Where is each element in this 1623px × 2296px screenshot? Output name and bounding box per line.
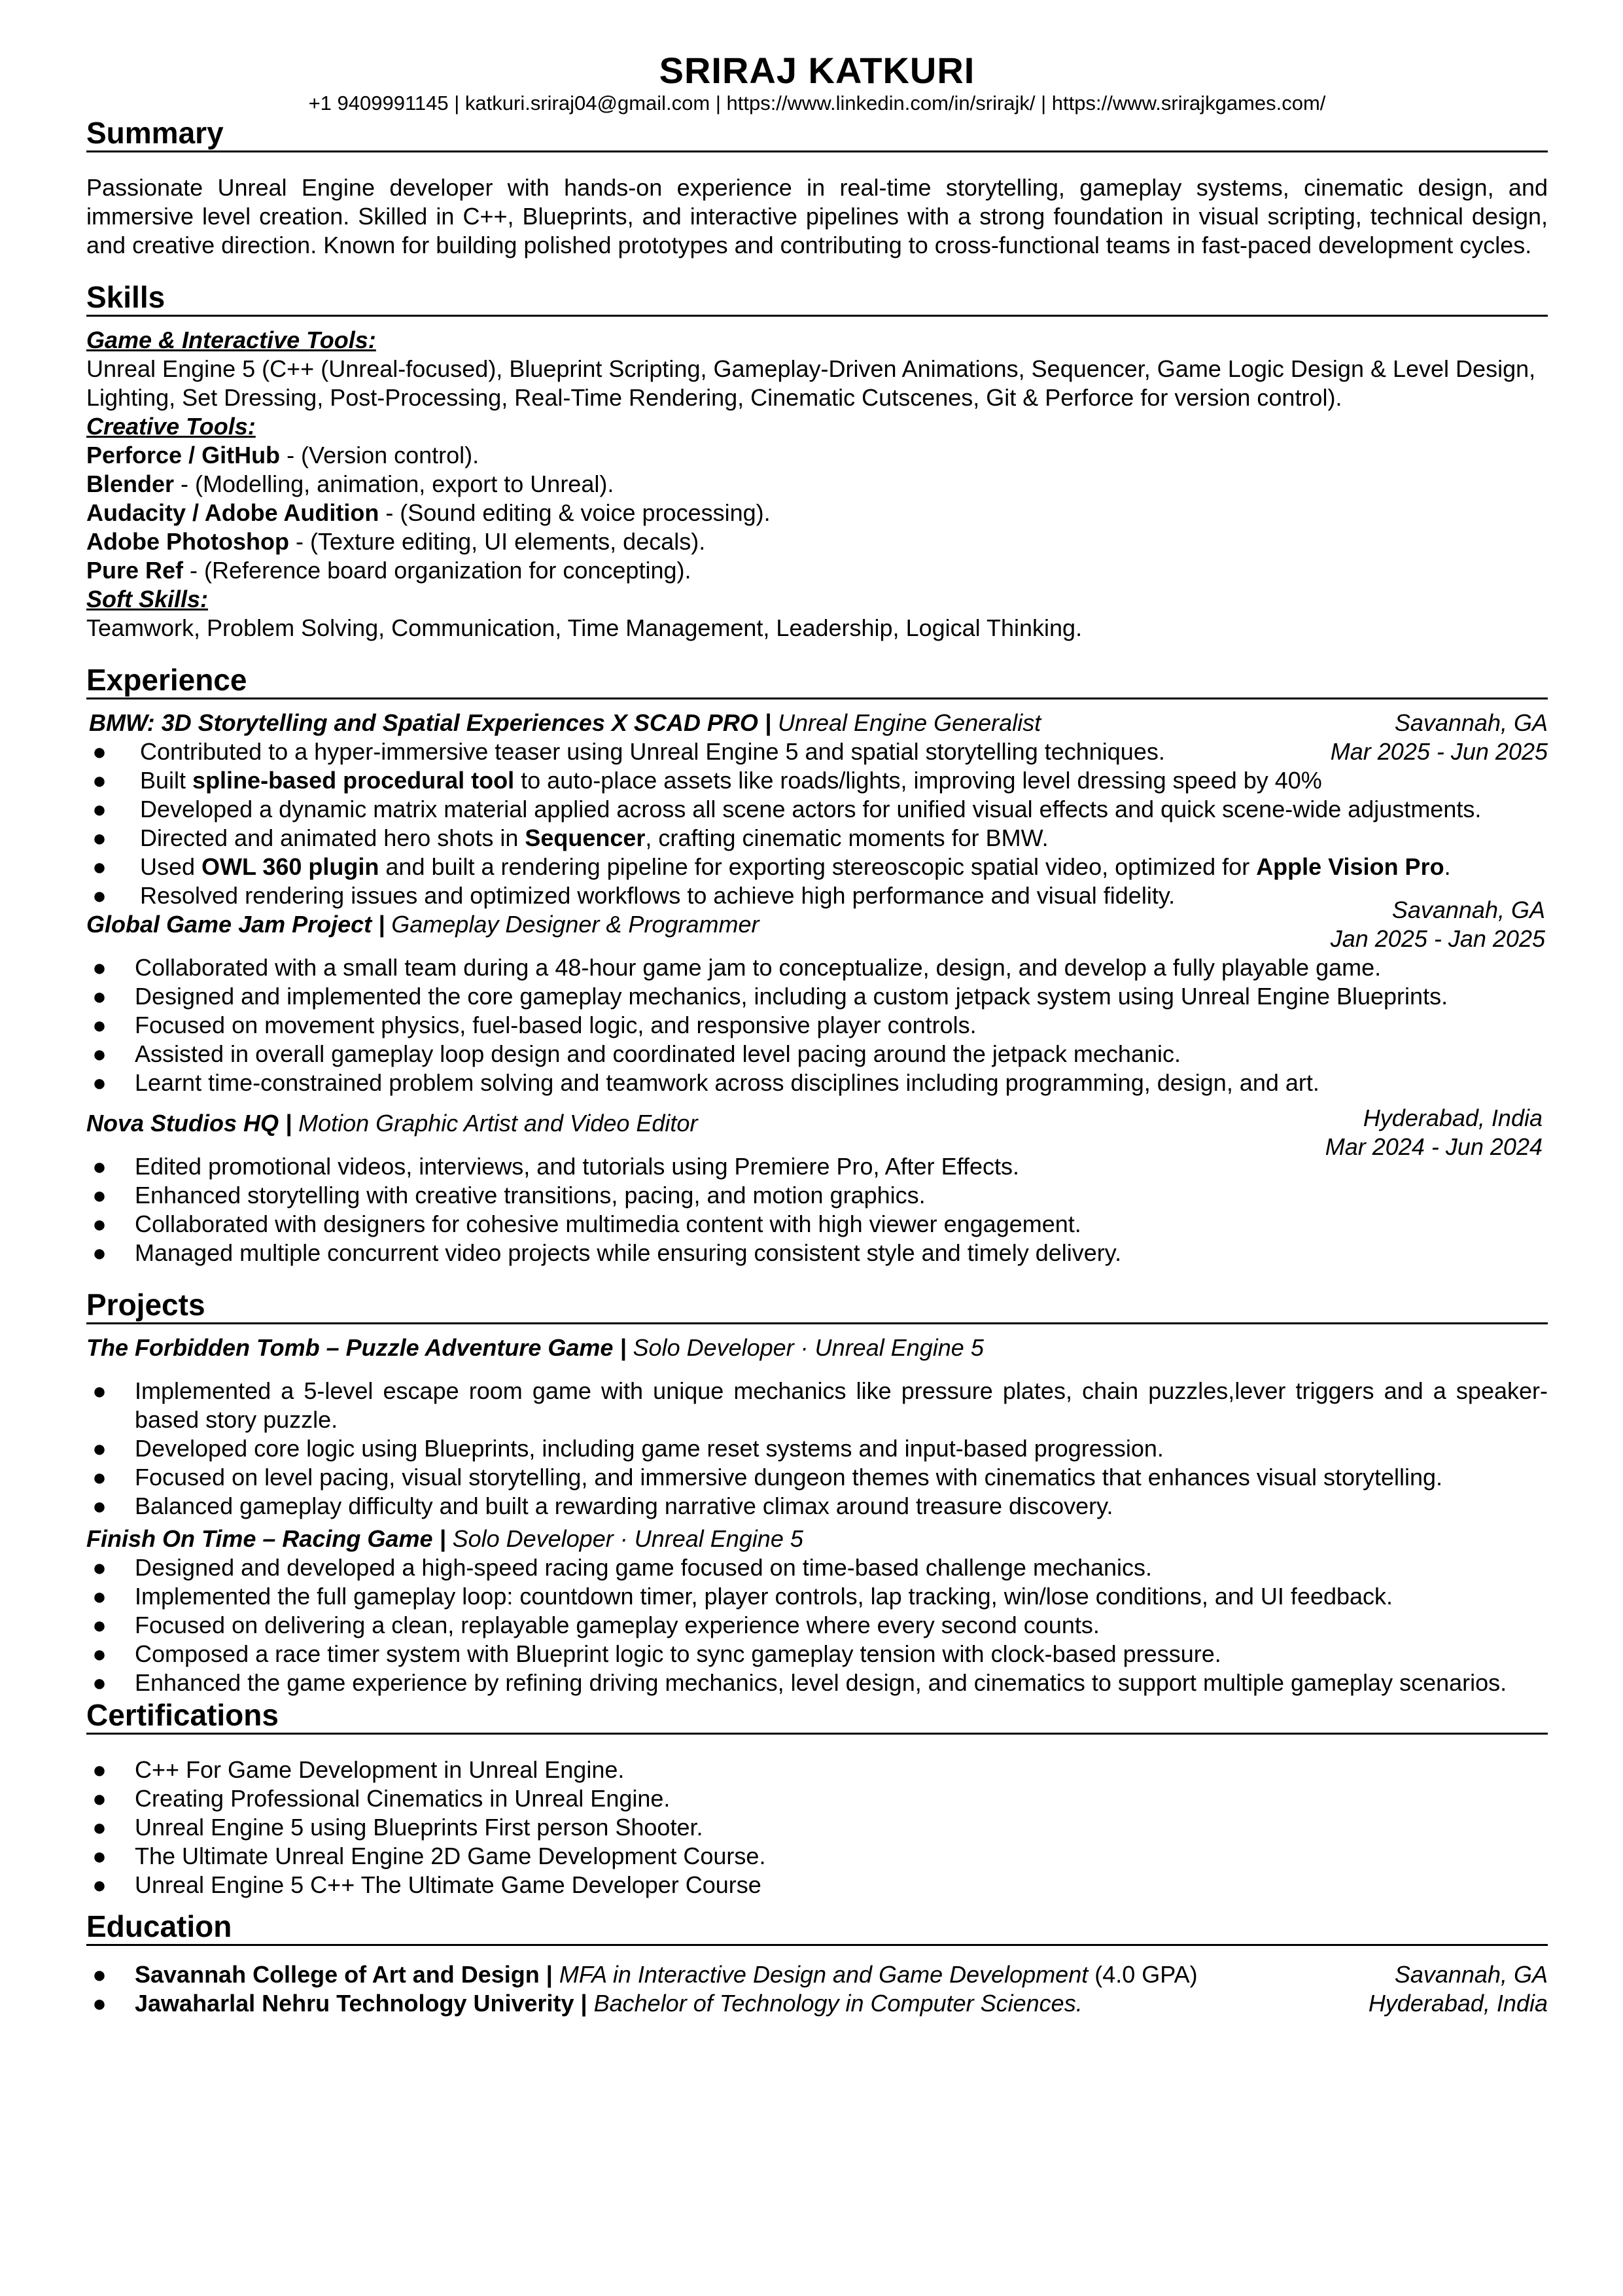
bullet-icon: ● <box>92 1069 107 1096</box>
skills-body <box>86 326 1548 643</box>
school-location: Hyderabad, India <box>1368 1990 1548 2017</box>
list-item: ● Creating Professional Cinematics in Unreal Engine. <box>86 1784 1548 1813</box>
tool-desc: - (Sound editing & voice processing). <box>379 499 771 526</box>
list-item: ● Directed and animated hero shots in Sequencer, crafting cinematic moments for BMW. <box>86 824 1548 853</box>
school-name: Jawaharlal Nehru Technology Univerity | <box>135 1990 587 2017</box>
job-role: Unreal Engine Generalist <box>777 709 1041 736</box>
tool-name: Adobe Photoshop <box>86 528 289 555</box>
bullet-icon: ● <box>92 983 107 1010</box>
list-item: ● Developed core logic using Blueprints, including game reset systems and input-based progression. <box>86 1434 1548 1463</box>
list-item <box>86 1989 1548 2018</box>
project-name: The Forbidden Tomb – Puzzle Adventure Game | <box>86 1334 627 1361</box>
list-item: ● Resolved rendering issues and optimized workflows to achieve high performance and visual fidelity. <box>86 881 1548 910</box>
tool-name: Audacity / Adobe Audition <box>86 499 379 526</box>
job-dates: Mar 2025 - Jun 2025 <box>1330 738 1548 765</box>
project-role: Solo Developer · Unreal Engine 5 <box>633 1334 984 1361</box>
bullet-icon: ● <box>92 1583 107 1610</box>
job-location: Hyderabad, India <box>1363 1104 1543 1131</box>
skills-subheading: Soft Skills: <box>86 586 209 612</box>
summary-text: Passionate Unreal Engine developer with hands-on experience in real-time storytelling, gameplay systems, cinematic design, and immersive level creation. Skilled in C++, Blueprints, and interactive pipelines with a strong foundation in visual scripting, technical design, and creative direction. Known for building polished prototypes and contributing to cross-functional teams in fast-paced development cycles. <box>86 174 1548 258</box>
projects-section-header <box>86 1287 1548 1324</box>
bullet-icon: ● <box>92 1492 107 1519</box>
bullet-icon: ● <box>92 1961 107 1988</box>
list-item: ● Assisted in overall gameplay loop design and coordinated level pacing around the jetpack mechanic. <box>86 1040 1548 1069</box>
bullet-icon: ● <box>92 738 107 765</box>
degree: Bachelor of Technology in Computer Sciences. <box>593 1990 1083 2017</box>
creative-tool-item <box>86 556 1548 585</box>
gpa: (4.0 GPA) <box>1088 1961 1198 1988</box>
job-location: Savannah, GA <box>1394 709 1548 736</box>
bullet-icon: ● <box>92 1843 107 1869</box>
bullet-icon: ● <box>92 824 107 851</box>
bullet-icon: ● <box>92 1756 107 1783</box>
bullet-icon: ● <box>92 1814 107 1841</box>
degree: MFA in Interactive Design and Game Development <box>559 1961 1089 1988</box>
bullet-icon: ● <box>92 1640 107 1667</box>
job-bullets <box>86 737 1548 910</box>
bullet-icon: ● <box>92 1040 107 1067</box>
section-title: Summary <box>86 116 224 150</box>
section-title: Projects <box>86 1288 205 1322</box>
list-item: ● The Ultimate Unreal Engine 2D Game Development Course. <box>86 1842 1548 1871</box>
creative-tool-item <box>86 470 1548 499</box>
skills-text: Teamwork, Problem Solving, Communication, Time Management, Leadership, Logical Thinking. <box>86 614 1083 641</box>
bullet-icon: ● <box>92 1612 107 1638</box>
bullet-icon: ● <box>92 853 107 880</box>
bullet-icon: ● <box>92 767 107 794</box>
creative-tool-item <box>86 527 1548 556</box>
tool-name: Pure Ref <box>86 557 184 584</box>
bullet-icon: ● <box>92 1554 107 1581</box>
list-item: ● C++ For Game Development in Unreal Engine. <box>86 1756 1548 1784</box>
list-item: ● Focused on movement physics, fuel-based logic, and responsive player controls. <box>86 1011 1548 1040</box>
tool-desc: - (Texture editing, UI elements, decals). <box>288 528 706 555</box>
list-item: ● Focused on level pacing, visual storytelling, and immersive dungeon themes with cinematics that enhances visual storytelling. <box>86 1463 1548 1492</box>
job-org: Global Game Jam Project | <box>86 911 385 938</box>
bullet-icon: ● <box>92 1210 107 1237</box>
bullet-icon: ● <box>92 1153 107 1180</box>
bullet-icon: ● <box>92 1239 107 1266</box>
list-item: ● Designed and developed a high-speed racing game focused on time-based challenge mechanics. <box>86 1553 1548 1582</box>
job-location: Savannah, GA <box>1391 896 1545 923</box>
section-title: Certifications <box>86 1698 279 1732</box>
bullet-icon: ● <box>92 1990 107 2017</box>
job-role: Gameplay Designer & Programmer <box>391 911 759 938</box>
section-title: Skills <box>86 280 166 314</box>
job-dates: Jan 2025 - Jan 2025 <box>1330 925 1545 952</box>
list-item: ● Learnt time-constrained problem solving and teamwork across disciplines including programming, design, and art. <box>86 1069 1548 1097</box>
skills-section-header <box>86 279 1548 317</box>
list-item: ● Managed multiple concurrent video projects while ensuring consistent style and timely delivery. <box>86 1239 1548 1267</box>
list-item: ● Enhanced the game experience by refining driving mechanics, level design, and cinematics to support multiple gameplay scenarios. <box>86 1669 1548 1697</box>
job-dates: Mar 2024 - Jun 2024 <box>1325 1133 1543 1160</box>
candidate-name: SRIRAJ KATKURI <box>659 50 975 91</box>
bullet-icon: ● <box>92 1182 107 1209</box>
bullet-icon: ● <box>92 796 107 822</box>
list-item: ● Composed a race timer system with Blueprint logic to sync gameplay tension with clock-based pressure. <box>86 1640 1548 1669</box>
list-item: ● Unreal Engine 5 using Blueprints First person Shooter. <box>86 1813 1548 1842</box>
list-item: ● Used OWL 360 plugin and built a rendering pipeline for exporting stereoscopic spatial video, optimized for Apple Vision Pro. <box>86 853 1548 881</box>
list-item: ● Focused on delivering a clean, replayable gameplay experience where every second counts. <box>86 1611 1548 1640</box>
education-list <box>86 1960 1548 2018</box>
list-item: ● Implemented a 5-level escape room game with unique mechanics like pressure plates, chain puzzles,lever triggers and a speaker-based story puzzle. <box>86 1377 1548 1434</box>
job-role: Motion Graphic Artist and Video Editor <box>298 1110 698 1137</box>
skills-subheading: Creative Tools: <box>86 413 256 440</box>
list-item: ● Enhanced storytelling with creative transitions, pacing, and motion graphics. <box>86 1181 1548 1210</box>
list-item: ● Collaborated with a small team during a 48-hour game jam to conceptualize, design, and develop a fully playable game. <box>86 953 1548 982</box>
education-section-header <box>86 1909 1548 1946</box>
list-item: ● Built spline-based procedural tool to auto-place assets like roads/lights, improving level dressing speed by 40% <box>86 766 1548 795</box>
list-item: ● Designed and implemented the core gameplay mechanics, including a custom jetpack system using Unreal Engine Blueprints. <box>86 982 1548 1011</box>
skills-text: Unreal Engine 5 (C++ (Unreal-focused), Blueprint Scripting, Gameplay-Driven Animations, Sequencer, Game Logic Design & Level Design, Lighting, Set Dressing, Post-Processing, Real-Time Rendering, Cinematic Cutscenes, Git & Perforce for version control). <box>86 355 1536 411</box>
job-entry <box>86 709 1548 910</box>
project-entry <box>86 1525 1548 1697</box>
bullet-icon: ● <box>92 1435 107 1462</box>
experience-section-header <box>86 662 1548 699</box>
project-name: Finish On Time – Racing Game | <box>86 1525 446 1552</box>
bullet-icon: ● <box>92 882 107 909</box>
project-bullets <box>86 1377 1548 1521</box>
bullet-icon: ● <box>92 1377 107 1404</box>
list-item: ● Contributed to a hyper-immersive teaser using Unreal Engine 5 and spatial storytelling techniques. <box>86 737 1548 766</box>
list-item <box>86 1960 1548 1989</box>
job-entry <box>86 1104 1548 1267</box>
creative-tool-item <box>86 441 1548 470</box>
bullet-icon: ● <box>92 954 107 981</box>
contact-line: +1 9409991145 | katkuri.sriraj04@gmail.com | https://www.linkedin.com/in/srirajk/ | https://www.srirajkgames.com/ <box>308 92 1326 115</box>
job-bullets <box>86 953 1548 1097</box>
bullet-icon: ● <box>92 1464 107 1491</box>
school-location: Savannah, GA <box>1394 1961 1548 1988</box>
section-title: Experience <box>86 663 247 697</box>
summary-section-header <box>86 115 1548 152</box>
project-role: Solo Developer · Unreal Engine 5 <box>452 1525 803 1552</box>
school-name: Savannah College of Art and Design | <box>135 1961 553 1988</box>
project-bullets <box>86 1553 1548 1697</box>
tool-desc: - (Reference board organization for concepting). <box>183 557 691 584</box>
section-title: Education <box>86 1909 232 1943</box>
list-item: ● Balanced gameplay difficulty and built a rewarding narrative climax around treasure discovery. <box>86 1492 1548 1521</box>
bullet-icon: ● <box>92 1669 107 1696</box>
certifications-list <box>86 1756 1548 1899</box>
job-org: Nova Studios HQ | <box>86 1110 292 1137</box>
certifications-section-header <box>86 1697 1548 1735</box>
job-org: BMW: 3D Storytelling and Spatial Experiences X SCAD PRO | <box>89 709 771 736</box>
list-item: ● Edited promotional videos, interviews, and tutorials using Premiere Pro, After Effects. <box>86 1152 1548 1181</box>
tool-desc: - (Version control). <box>280 442 480 468</box>
tool-desc: - (Modelling, animation, export to Unreal). <box>174 470 614 497</box>
project-entry <box>86 1333 1548 1521</box>
list-item: ● Collaborated with designers for cohesive multimedia content with high viewer engagement. <box>86 1210 1548 1239</box>
list-item: ● Developed a dynamic matrix material applied across all scene actors for unified visual effects and quick scene-wide adjustments. <box>86 795 1548 824</box>
bullet-icon: ● <box>92 1012 107 1038</box>
bullet-icon: ● <box>92 1871 107 1898</box>
list-item: ● Unreal Engine 5 C++ The Ultimate Game Developer Course <box>86 1871 1548 1899</box>
skills-subheading: Game & Interactive Tools: <box>86 327 376 353</box>
job-bullets <box>86 1152 1548 1267</box>
job-entry <box>86 896 1548 1097</box>
tool-name: Perforce / GitHub <box>86 442 281 468</box>
tool-name: Blender <box>86 470 175 497</box>
creative-tool-item <box>86 499 1548 527</box>
bullet-icon: ● <box>92 1785 107 1812</box>
list-item: ● Implemented the full gameplay loop: countdown timer, player controls, lap tracking, win/lose conditions, and UI feedback. <box>86 1582 1548 1611</box>
